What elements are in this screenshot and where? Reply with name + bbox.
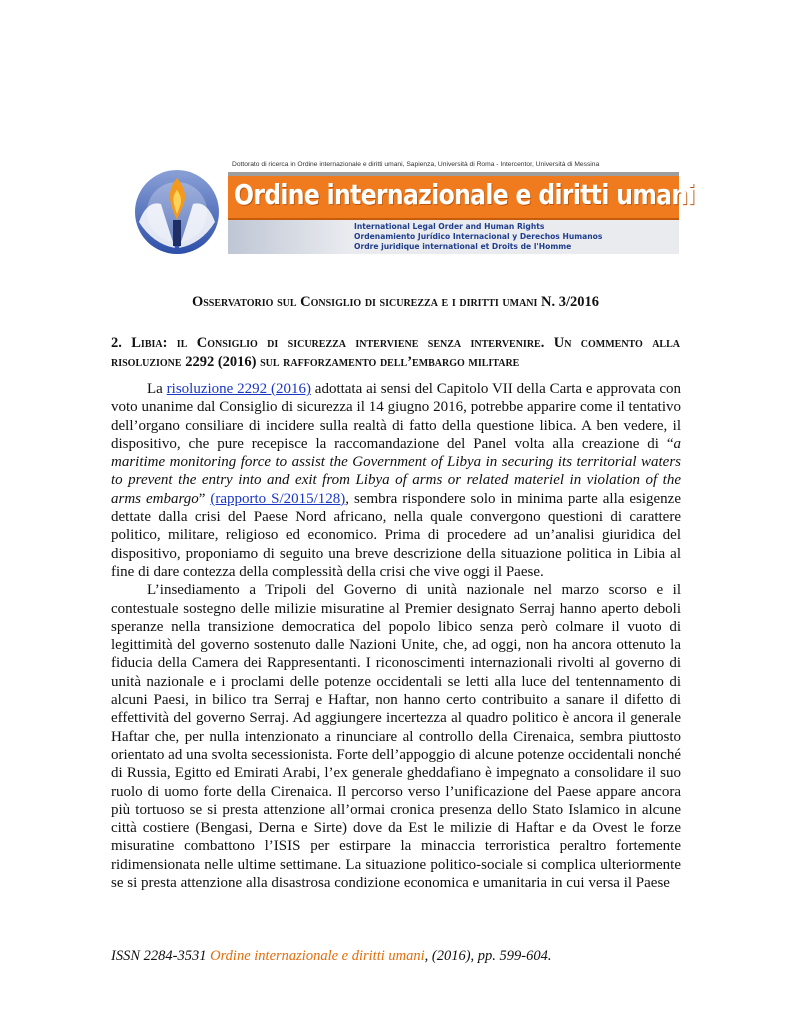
footer-journal-name: Ordine internazionale e diritti umani bbox=[210, 948, 425, 964]
observatory-title: Osservatorio sul Consiglio di sicurezza e i diritti umani N. 3/2016 bbox=[191, 294, 600, 310]
footer-issn: ISSN 2284-3531 bbox=[111, 948, 211, 964]
paragraph-2: L’insediamento a Tripoli del Governo di unità nazionale nel marzo scorso e il contestuale sostegno delle milizie misuratine al Premier designato Serraj hanno aperto deboli speranze nella transizione democratica del popolo libico senza però colmare il vuoto di legittimità del governo sostenuto dalle Nazioni Unite, che, ad oggi, non ha ancora ottenuto la fiducia della Camera dei Rappresentanti. I riconoscimenti internazionali rivolti al governo di unità nazionale e i proclami delle potenze occidentali se letti alla luce del tentennamento di alcuni Paesi, in bilico tra Serraj e Haftar, non hanno certo contribuito a sanare il difetto di effettività del governo Serraj. Ad aggiungere incertezza al quadro politico è ancora il generale Haftar che, per nulla intenzionato a rinunciare al controllo della Cirenaica, sembra piuttosto orientato ad una svolta secessionista. Forte dell’appoggio di alcune potenze occidentali nonché di Russia, Egitto ed Emirati Arabi, l’ex generale gheddafiano è impegnato a consolidare il suo ruolo di uomo forte della Cirenaica. Il percorso verso l’unificazione del Paese appare ancora più tortuoso se si presta attenzione all’ormai cronica presenza dello Stato Islamico in alcune città costiere (Bengasi, Derna e Sirte) dove da Est le milizie di Haftar e da Ovest le forze misuratine combattono l’ISIS per estirpare la minaccia terroristica peraltro fortemente ridimensionata nelle ultime settimane. La situazione politico-sociale si complica ulteriormente se si presta attenzione alla disastrosa condizione economica e umanitaria in cui versa il Paese bbox=[111, 582, 681, 892]
banner-subtitle-band bbox=[228, 220, 679, 254]
report-s-2015-128-link[interactable]: (rapporto S/2015/128) bbox=[210, 490, 346, 507]
article-title: 2. Libia: il Consiglio di sicurezza interviene senza intervenire. Un commento alla risoluzione 2292 (2016) sul rafforzamento dell’embargo militare bbox=[111, 335, 680, 370]
paragraph-text: adottata ai sensi del Capitolo VII della Carta e approvata con voto unanime dal Consiglio di sicurezza il 14 giugno 2016, potrebbe apparire come il tentativo dell’organo consiliare di incidere sulla realtà di fatto della questione libica. A ben vedere, il dispositivo, che pure recepisce la raccomandazione del Panel volta alla creazione di “ bbox=[111, 381, 681, 452]
paragraph-1 bbox=[111, 380, 681, 581]
journal-logo-icon bbox=[117, 164, 237, 256]
banner-title-band bbox=[228, 176, 695, 220]
banner-title: Ordine internazionale e diritti umani bbox=[234, 178, 695, 211]
panel-quote: a maritime monitoring force to assist the Government of Libya in securing its territorial waters to prevent the entry into and exit from Libya of arms or related materiel in violation of the arms embargo bbox=[111, 435, 681, 507]
banner-doctorate-line: Dottorato di ricerca in Ordine internazionale e diritti umani, Sapienza, Università di Roma - Intercentor, Università di Messina bbox=[232, 161, 600, 168]
journal-banner bbox=[117, 158, 695, 258]
paragraph-text: La bbox=[147, 381, 167, 397]
page-footer bbox=[111, 948, 552, 965]
banner-subtitle-fr: Ordre juridique international et Droits de l'Homme bbox=[354, 242, 572, 251]
banner-subtitle-es: Ordenamiento Jurídico Internacional y Derechos Humanos bbox=[354, 232, 603, 241]
footer-pages: , (2016), pp. 599-604. bbox=[424, 948, 552, 964]
paragraph-text: ” bbox=[198, 490, 211, 507]
banner-shade bbox=[228, 220, 348, 254]
article-body bbox=[111, 380, 681, 892]
paragraph-text: , sembra rispondere solo in minima parte alla esigenze dettate dalla crisi del Paese Nord africano, nella quale convergono questioni di carattere politico, militare, religioso ed economico. Prima di procedere ad un’analisi giuridica del dispositivo, proponiamo di seguito una breve descrizione della situazione politica in Libia al fine di dare contezza della complessità della crisi che vive oggi il Paese. bbox=[111, 490, 682, 580]
resolution-2292-link[interactable]: risoluzione 2292 (2016) bbox=[166, 381, 311, 397]
banner-subtitle-en: International Legal Order and Human Rights bbox=[354, 222, 545, 231]
